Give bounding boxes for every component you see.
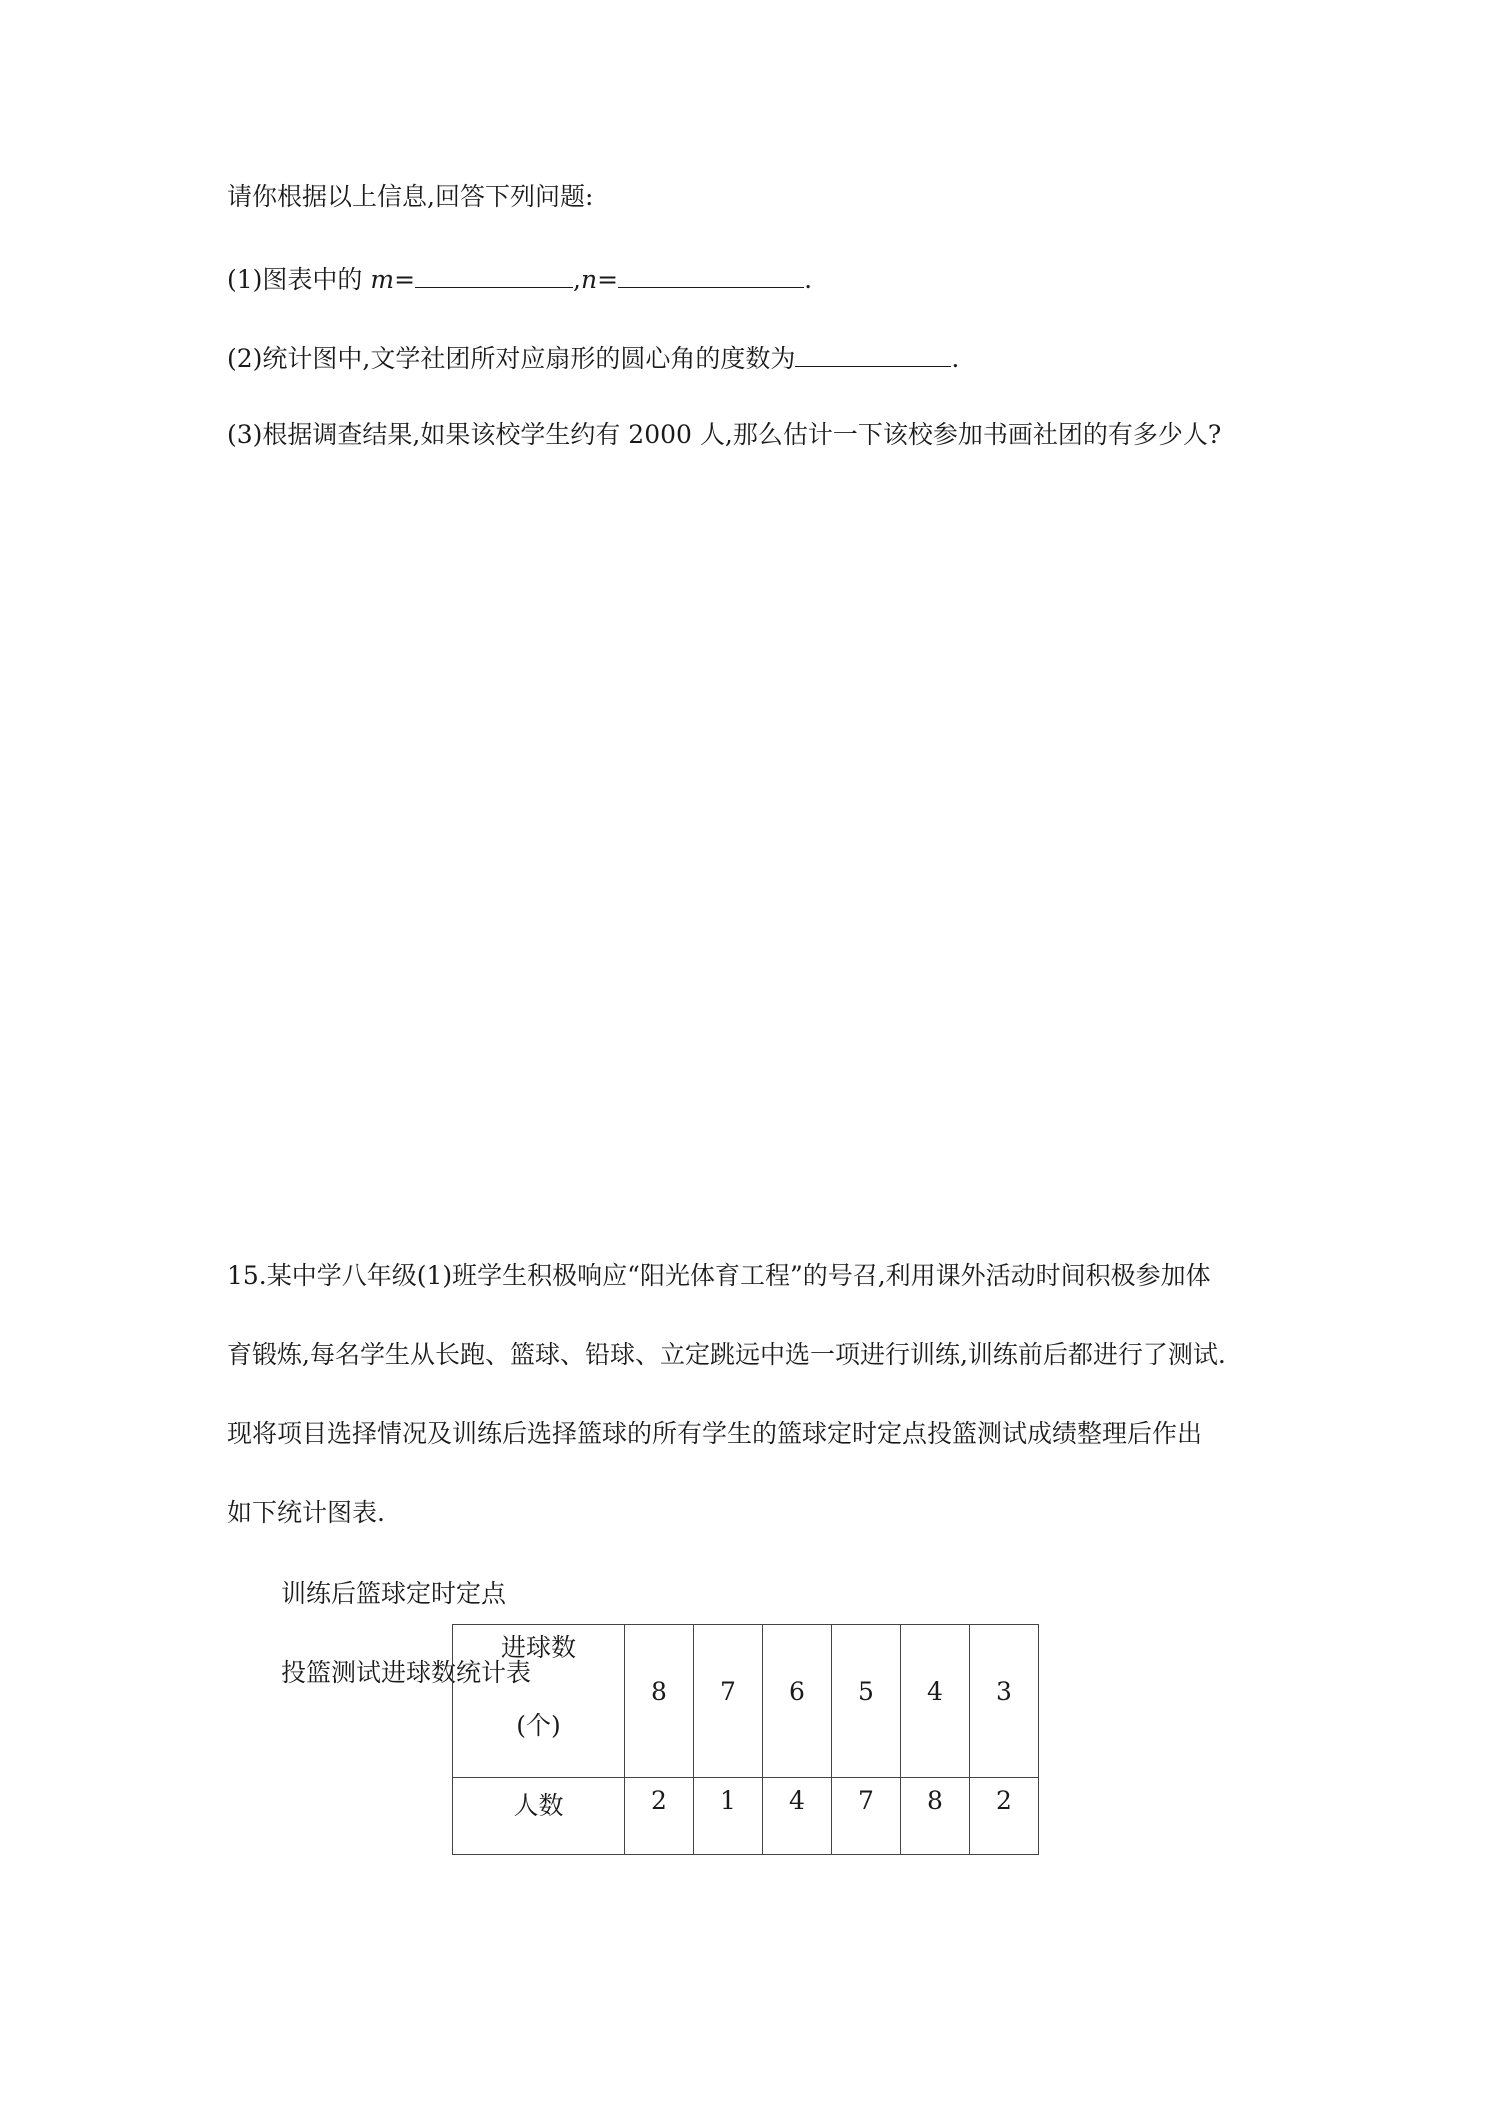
table-caption-line-1: 训练后篮球定时定点	[281, 1579, 507, 1608]
goal-cell: 5	[832, 1625, 901, 1778]
problem-15-line-2: 育锻炼,每名学生从长跑、篮球、铅球、立定跳远中选一项进行训练,训练前后都进行了测试.	[227, 1340, 1226, 1369]
goal-cell: 4	[901, 1625, 970, 1778]
intro-text: 请你根据以上信息,回答下列问题:	[227, 182, 594, 211]
problem-15-line-4: 如下统计图表.	[227, 1498, 385, 1527]
table-row-goals	[453, 1625, 1039, 1778]
equals-sign: =	[394, 265, 416, 294]
table-row-counts	[453, 1778, 1039, 1855]
table-caption-line-2: 投篮测试进球数统计表	[281, 1658, 532, 1687]
header-unit: (个)	[516, 1711, 561, 1740]
equals-sign: =	[597, 265, 619, 294]
question-3: (3)根据调查结果,如果该校学生约有 2000 人,那么估计一下该校参加书画社团的有多少人?	[227, 420, 1222, 449]
variable-m: m	[370, 265, 395, 294]
goals-stats-table	[452, 1624, 1039, 1855]
answer-blank-n[interactable]	[618, 260, 804, 288]
count-cell: 2	[625, 1778, 694, 1855]
answer-blank-angle[interactable]	[795, 339, 951, 367]
header-cell-goals	[453, 1625, 625, 1778]
goal-cell: 8	[625, 1625, 694, 1778]
problem-15-line-1: 15.某中学八年级(1)班学生积极响应“阳光体育工程”的号召,利用课外活动时间积极参加体	[227, 1261, 1211, 1290]
goal-cell: 3	[970, 1625, 1039, 1778]
answer-blank-m[interactable]	[415, 260, 573, 288]
count-cell: 8	[901, 1778, 970, 1855]
goal-cell: 6	[763, 1625, 832, 1778]
variable-n: n	[581, 265, 598, 294]
question-1-prefix: (1)图表中的	[227, 265, 371, 294]
period: .	[804, 265, 813, 294]
count-cell: 2	[970, 1778, 1039, 1855]
period: .	[951, 344, 960, 373]
question-1	[227, 260, 812, 297]
header-label: 进球数	[500, 1633, 576, 1662]
goal-cell: 7	[694, 1625, 763, 1778]
header-cell-count: 人数	[453, 1778, 625, 1855]
count-cell: 4	[763, 1778, 832, 1855]
count-cell: 1	[694, 1778, 763, 1855]
separator: ,	[573, 265, 581, 294]
question-2	[227, 339, 959, 376]
problem-15-line-3: 现将项目选择情况及训练后选择篮球的所有学生的篮球定时定点投篮测试成绩整理后作出	[227, 1419, 1203, 1448]
question-2-text: (2)统计图中,文学社团所对应扇形的圆心角的度数为	[227, 344, 796, 373]
count-cell: 7	[832, 1778, 901, 1855]
